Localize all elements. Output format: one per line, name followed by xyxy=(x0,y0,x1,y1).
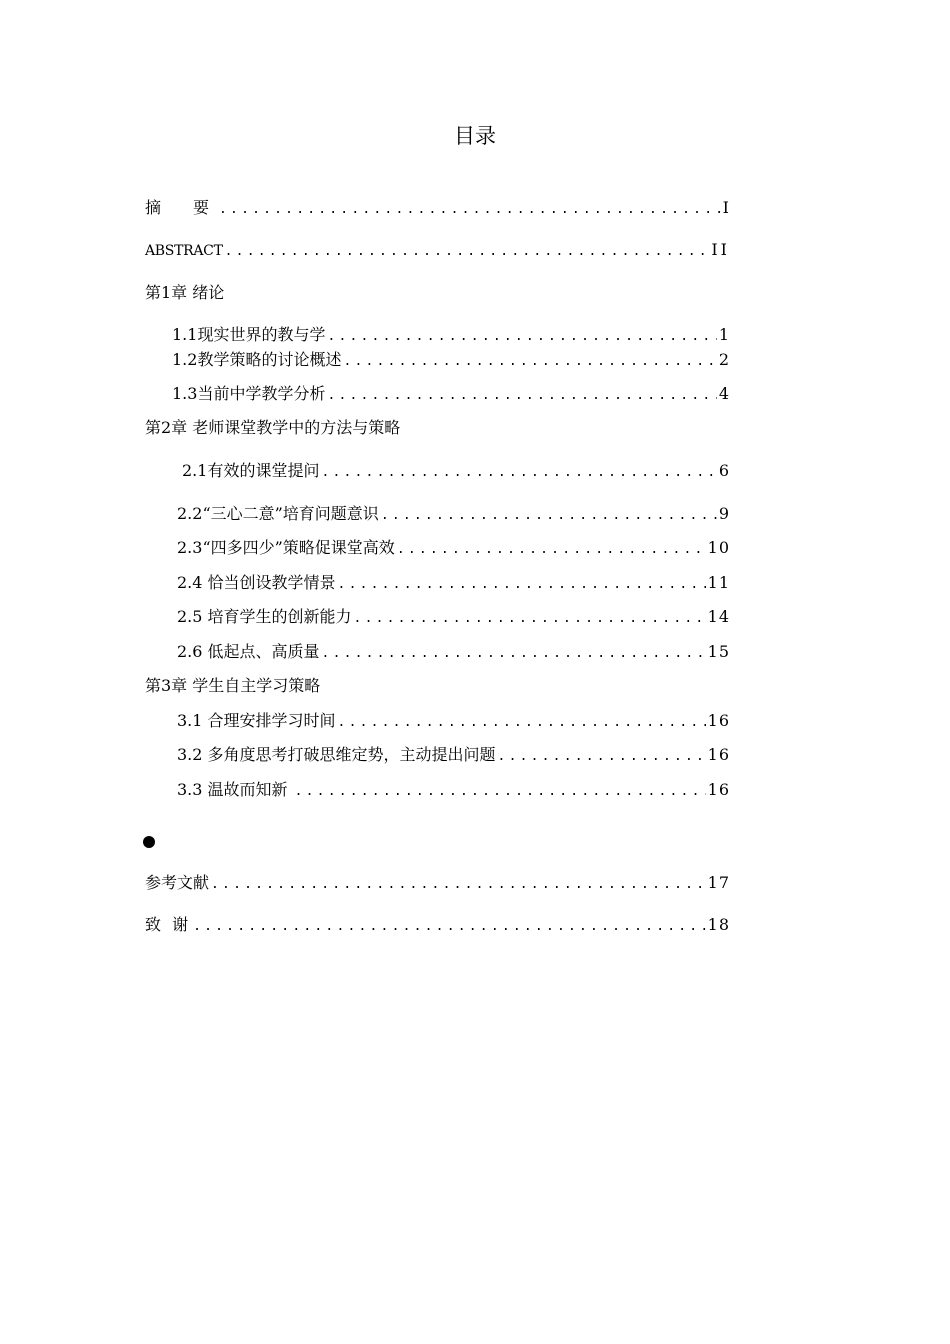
toc-page-number: I xyxy=(722,198,730,217)
toc-leader-dots xyxy=(343,351,716,373)
toc-entry-references[interactable] xyxy=(145,872,730,896)
toc-page-number: 2 xyxy=(718,350,730,369)
toc-leader-dots xyxy=(338,574,706,596)
toc-leader-dots xyxy=(338,712,706,734)
toc-entry-label: 3.3 温故而知新 xyxy=(177,780,293,799)
toc-page-number: 11 xyxy=(707,573,730,592)
toc-entry-label: 2.6 低起点、高质量 xyxy=(177,642,320,661)
toc-chapter-2[interactable]: 第2章 老师课堂教学中的方法与策略 xyxy=(145,418,401,437)
toc-page-number: 4 xyxy=(718,384,730,403)
toc-entry-acknowledgements[interactable] xyxy=(145,914,730,938)
page-title: 目录 xyxy=(454,124,496,148)
toc-entry-label: 参考文献 xyxy=(145,873,210,892)
toc-entry-1-2[interactable] xyxy=(172,349,730,373)
toc-leader-dots xyxy=(327,326,716,348)
toc-entry-2-5[interactable] xyxy=(177,606,730,630)
toc-page-number: 6 xyxy=(718,461,730,480)
toc-entry-3-2[interactable] xyxy=(177,744,730,768)
toc-entry-label: 2.1有效的课堂提问 xyxy=(182,461,320,480)
toc-leader-dots xyxy=(295,781,706,803)
toc-page-number: 18 xyxy=(707,915,730,934)
toc-leader-dots xyxy=(381,505,717,527)
toc-page-number: 10 xyxy=(707,538,730,557)
toc-entry-label: 摘 要 xyxy=(145,198,218,217)
toc-leader-dots xyxy=(225,241,710,263)
toc-page-number: 15 xyxy=(707,642,730,661)
toc-entry-abstract-cn[interactable] xyxy=(145,197,730,221)
toc-entry-label: ABSTRACT xyxy=(145,243,223,259)
toc-entry-label: 1.3当前中学教学分析 xyxy=(172,384,326,403)
toc-page-number: 1 xyxy=(718,325,730,344)
toc-entry-2-3[interactable] xyxy=(177,537,730,561)
toc-entry-label: 1.1现实世界的教与学 xyxy=(172,325,326,344)
toc-entry-abstract-en[interactable] xyxy=(145,239,730,263)
toc-leader-dots xyxy=(219,199,721,221)
toc-entry-2-6[interactable] xyxy=(177,641,730,665)
toc-leader-dots xyxy=(498,746,706,768)
toc-page-number: 9 xyxy=(718,504,730,523)
toc-entry-label: 2.4 恰当创设教学情景 xyxy=(177,573,336,592)
toc-entry-label: 致 谢 xyxy=(145,915,192,934)
toc-page-number: 17 xyxy=(707,873,730,892)
toc-page-number: II xyxy=(711,240,730,259)
toc-entry-1-3[interactable] xyxy=(172,383,730,407)
toc-entry-label: 2.3“四多四少”策略促课堂高效 xyxy=(177,538,395,557)
toc-entry-1-1[interactable] xyxy=(172,324,730,348)
toc-leader-dots xyxy=(354,608,706,630)
toc-entry-2-1[interactable] xyxy=(182,460,730,484)
toc-page-number: 16 xyxy=(707,745,730,764)
toc-leader-dots xyxy=(321,462,716,484)
bullet-dot-icon xyxy=(143,836,155,848)
toc-leader-dots xyxy=(193,916,706,938)
toc-page-number: 14 xyxy=(707,607,730,626)
toc-entry-label: 2.5 培育学生的创新能力 xyxy=(177,607,352,626)
toc-leader-dots xyxy=(397,539,706,561)
toc-entry-3-3[interactable] xyxy=(177,779,730,803)
toc-entry-label: 3.1 合理安排学习时间 xyxy=(177,711,336,730)
toc-entry-label: 2.2“三心二意”培育问题意识 xyxy=(177,504,379,523)
toc-entry-label: 1.2教学策略的讨论概述 xyxy=(172,350,342,369)
toc-leader-dots xyxy=(327,385,716,407)
toc-entry-label: 3.2 多角度思考打破思维定势，主动提出问题 xyxy=(177,745,496,764)
toc-entry-2-2[interactable] xyxy=(177,503,730,527)
toc-entry-3-1[interactable] xyxy=(177,710,730,734)
toc-leader-dots xyxy=(211,874,706,896)
toc-leader-dots xyxy=(322,643,706,665)
toc-chapter-3[interactable]: 第3章 学生自主学习策略 xyxy=(145,676,321,695)
toc-chapter-1[interactable]: 第1章 绪论 xyxy=(145,283,225,302)
toc-page-number: 16 xyxy=(707,780,730,799)
toc-entry-2-4[interactable] xyxy=(177,572,730,596)
toc-page-number: 16 xyxy=(707,711,730,730)
